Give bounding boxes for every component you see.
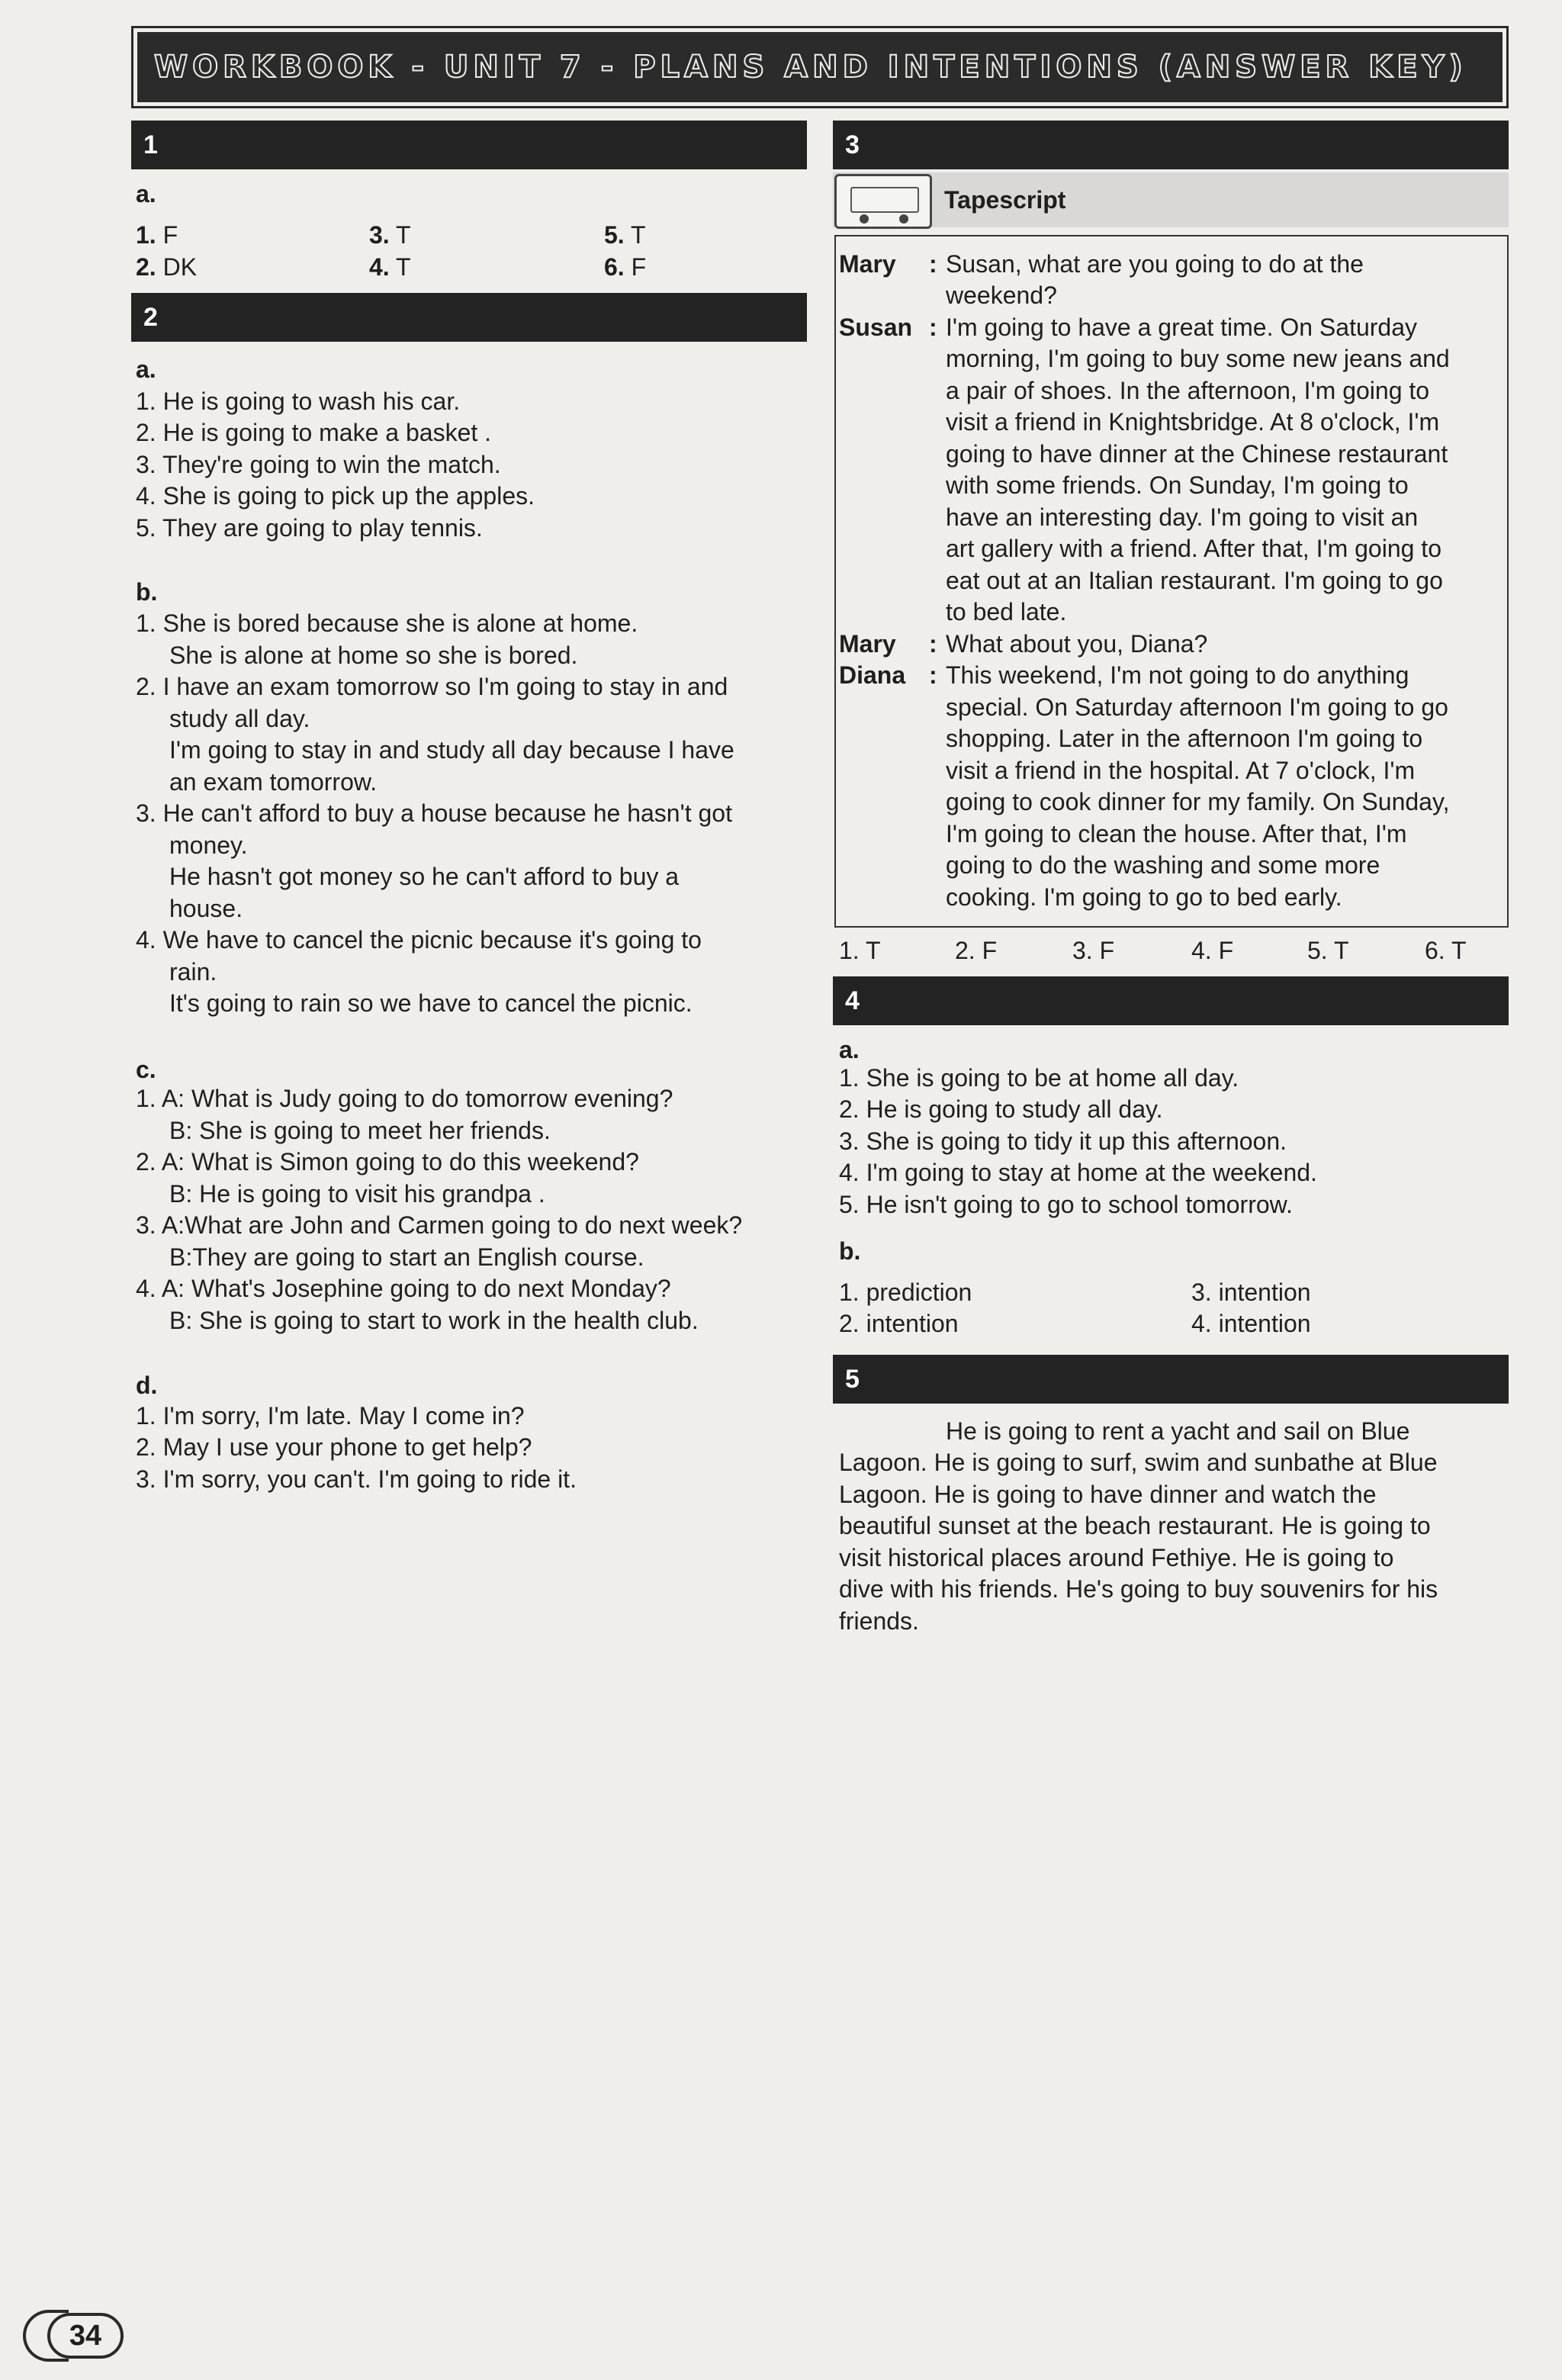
list-item: 1. prediction [839, 1278, 972, 1306]
list-item: B:They are going to start an English course. [169, 1243, 644, 1271]
tapescript-header [833, 172, 1509, 227]
answer-item: 4. T [369, 253, 411, 281]
dialogue-line: to bed late. [946, 598, 1067, 626]
section-4-b-label: b. [839, 1237, 861, 1265]
speaker-colon: : [929, 630, 937, 658]
list-item: 3. They're going to win the match. [136, 451, 501, 478]
page-title: WORKBOOK - UNIT 7 - PLANS AND INTENTIONS (ANSWER KEY) [154, 50, 1467, 85]
dialogue-line: going to do the washing and some more [946, 851, 1380, 879]
section-4-a-label: a. [839, 1036, 860, 1063]
section-number: 2 [143, 302, 158, 332]
list-item: 3. I'm sorry, you can't. I'm going to ride it. [136, 1465, 577, 1493]
section-2-a-label: a. [136, 355, 156, 383]
section-2-d-label: d. [136, 1372, 158, 1399]
speaker-name: Diana [839, 661, 906, 689]
list-item: I'm going to stay in and study all day because I have [169, 736, 734, 764]
speaker-colon: : [929, 250, 937, 278]
page-number: 34 [47, 2313, 124, 2359]
section-2-b-label: b. [136, 578, 158, 606]
list-item: 1. She is going to be at home all day. [839, 1064, 1239, 1092]
paragraph-line: dive with his friends. He's going to buy souvenirs for his [839, 1575, 1438, 1603]
dialogue-line: eat out at an Italian restaurant. I'm going to go [946, 567, 1443, 594]
dialogue-line: going to have dinner at the Chinese restaurant [946, 440, 1448, 468]
paragraph-line: He is going to rent a yacht and sail on Blue [946, 1417, 1410, 1445]
list-item: 4. A: What's Josephine going to do next Monday? [136, 1275, 671, 1302]
list-item: 3. She is going to tidy it up this afternoon. [839, 1127, 1287, 1155]
list-item: an exam tomorrow. [169, 768, 378, 796]
cassette-icon [834, 174, 932, 229]
answer-item: 1. T [839, 937, 881, 964]
answer-item: 5. T [604, 221, 646, 249]
answer-item: 6. T [1425, 937, 1467, 964]
dialogue-line: shopping. Later in the afternoon I'm going to [946, 725, 1423, 752]
paragraph-line: Lagoon. He is going to have dinner and watch the [839, 1481, 1377, 1508]
section-1-header [131, 121, 807, 169]
dialogue-line: Susan, what are you going to do at the [946, 250, 1364, 278]
list-item: 5. He isn't going to go to school tomorrow. [839, 1191, 1293, 1218]
speaker-name: Susan [839, 314, 913, 341]
list-item: He hasn't got money so he can't afford to buy a [169, 863, 680, 890]
dialogue-line: visit a friend in Knightsbridge. At 8 o'clock, I'm [946, 408, 1440, 436]
section-2-header [131, 293, 807, 342]
list-item: 2. I have an exam tomorrow so I'm going to stay in and [136, 673, 728, 700]
list-item: B: She is going to start to work in the health club. [169, 1307, 699, 1334]
list-item: rain. [169, 958, 217, 986]
answer-item: 1. F [136, 221, 178, 249]
speaker-colon: : [929, 661, 937, 689]
dialogue-line: What about you, Diana? [946, 630, 1208, 658]
list-item: money. [169, 831, 248, 859]
list-item: She is alone at home so she is bored. [169, 642, 578, 669]
paragraph-line: beautiful sunset at the beach restaurant. He is going to [839, 1512, 1431, 1539]
section-4-header [833, 976, 1509, 1025]
dialogue-line: morning, I'm going to buy some new jeans and [946, 345, 1450, 372]
answer-item: 4. F [1191, 937, 1234, 964]
section-3-header [833, 121, 1509, 169]
dialogue-line: art gallery with a friend. After that, I'm going to [946, 535, 1441, 562]
answer-item: 3. F [1072, 937, 1115, 964]
list-item: 3. intention [1191, 1278, 1311, 1306]
section-number: 3 [845, 130, 860, 159]
page-number-badge [23, 2310, 131, 2362]
list-item: 4. intention [1191, 1310, 1311, 1337]
list-item: 3. A:What are John and Carmen going to do next week? [136, 1211, 743, 1239]
list-item: 1. She is bored because she is alone at home. [136, 609, 638, 637]
list-item: 2. He is going to make a basket . [136, 419, 492, 446]
section-1-a-label: a. [136, 180, 156, 207]
dialogue-line: a pair of shoes. In the afternoon, I'm going to [946, 377, 1430, 404]
dialogue-line: have an interesting day. I'm going to visit an [946, 503, 1419, 531]
list-item: 2. He is going to study all day. [839, 1095, 1163, 1123]
dialogue-line: going to cook dinner for my family. On Sunday, [946, 788, 1450, 815]
title-banner [131, 26, 1509, 108]
list-item: house. [169, 895, 243, 922]
answer-item: 6. F [604, 253, 647, 281]
answer-item: 5. T [1307, 937, 1349, 964]
dialogue-line: weekend? [946, 281, 1057, 309]
dialogue-line: cooking. I'm going to go to bed early. [946, 883, 1342, 911]
list-item: 1. I'm sorry, I'm late. May I come in? [136, 1402, 525, 1430]
paragraph-line: Lagoon. He is going to surf, swim and sunbathe at Blue [839, 1449, 1438, 1476]
paragraph-line: visit historical places around Fethiye. He is going to [839, 1544, 1394, 1571]
dialogue-line: I'm going to clean the house. After that, I'm [946, 820, 1407, 847]
dialogue-line: with some friends. On Sunday, I'm going to [946, 471, 1409, 499]
section-5-header [833, 1355, 1509, 1404]
answer-item: 3. T [369, 221, 411, 249]
list-item: study all day. [169, 705, 310, 732]
list-item: 5. They are going to play tennis. [136, 514, 483, 542]
section-number: 4 [845, 986, 860, 1015]
speaker-name: Mary [839, 630, 896, 658]
list-item: 1. He is going to wash his car. [136, 388, 461, 415]
list-item: 2. May I use your phone to get help? [136, 1433, 532, 1461]
list-item: B: She is going to meet her friends. [169, 1117, 551, 1144]
list-item: 4. We have to cancel the picnic because it's going to [136, 926, 702, 954]
list-item: 2. intention [839, 1310, 959, 1337]
speaker-colon: : [929, 314, 937, 341]
speaker-name: Mary [839, 250, 896, 278]
list-item: 3. He can't afford to buy a house because he hasn't got [136, 799, 732, 827]
section-2-c-label: c. [136, 1056, 156, 1083]
section-number: 1 [143, 130, 158, 159]
list-item: It's going to rain so we have to cancel the picnic. [169, 989, 693, 1017]
list-item: 1. A: What is Judy going to do tomorrow evening? [136, 1085, 673, 1112]
list-item: 2. A: What is Simon going to do this weekend? [136, 1148, 639, 1176]
list-item: B: He is going to visit his grandpa . [169, 1180, 545, 1208]
dialogue-line: This weekend, I'm not going to do anything [946, 661, 1409, 689]
answer-item: 2. DK [136, 253, 198, 281]
dialogue-line: visit a friend in the hospital. At 7 o'clock, I'm [946, 757, 1416, 784]
answer-item: 2. F [955, 937, 998, 964]
tapescript-title: Tapescript [944, 186, 1066, 214]
paragraph-line: friends. [839, 1607, 919, 1635]
dialogue-line: special. On Saturday afternoon I'm going to go [946, 693, 1448, 721]
dialogue-line: I'm going to have a great time. On Saturday [946, 314, 1417, 341]
section-number: 5 [845, 1364, 860, 1394]
list-item: 4. She is going to pick up the apples. [136, 482, 535, 510]
list-item: 4. I'm going to stay at home at the weekend. [839, 1159, 1317, 1186]
